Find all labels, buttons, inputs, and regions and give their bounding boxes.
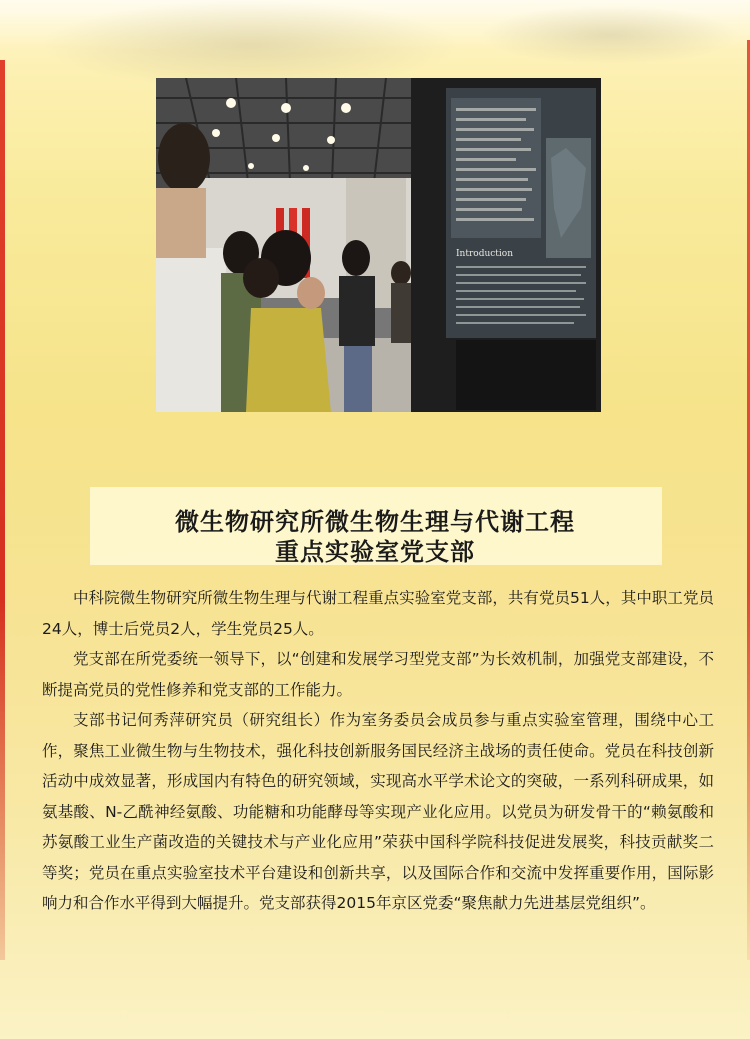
article-body xyxy=(42,583,714,919)
paragraph-membership: 中科院微生物研究所微生物生理与代谢工程重点实验室党支部，共有党员51人，其中职工党员24人，博士后党员2人，学生党员25人。 xyxy=(42,589,714,638)
exhibition-photo xyxy=(156,78,601,412)
panel-heading: Introduction xyxy=(456,249,513,259)
paragraph-achievements: 支部书记何秀萍研究员（研究组长）作为室务委员会成员参与重点实验室管理，围绕中心工作，聚焦工业微生物与生物技术，强化科技创新服务国民经济主战场的责任使命。党员在科技创新活动中成效显著，形成国内有特色的研究领域，实现高水平学术论文的突破，一系列科研成果，如氨基酸、N-乙酰神经氨酸、功能糖和功能酵母等实现产业化应用。以党员为研发骨干的“赖氨酸和苏氨酸工业生产菌改造的关键技术与产业化应用”荣获中国科学院科技促进发展奖，科技贡献奖二等奖；党员在重点实验室技术平台建设和创新共享，以及国际合作和交流中发挥重要作用，国际影响力和合作水平得到大幅提升。党支部获得2015年京区党委“聚焦献力先进基层党组织”。 xyxy=(42,711,714,912)
page-title-line-2: 重点实验室党支部 xyxy=(275,538,475,566)
decorative-cloud xyxy=(40,0,460,90)
page-title-line-1: 微生物研究所微生物生理与代谢工程 xyxy=(175,508,575,536)
paragraph-mechanism: 党支部在所党委统一领导下，以“创建和发展学习型党支部”为长效机制，加强党支部建设，不断提高党员的党性修养和党支部的工作能力。 xyxy=(42,650,714,699)
decorative-cloud xyxy=(480,5,740,65)
